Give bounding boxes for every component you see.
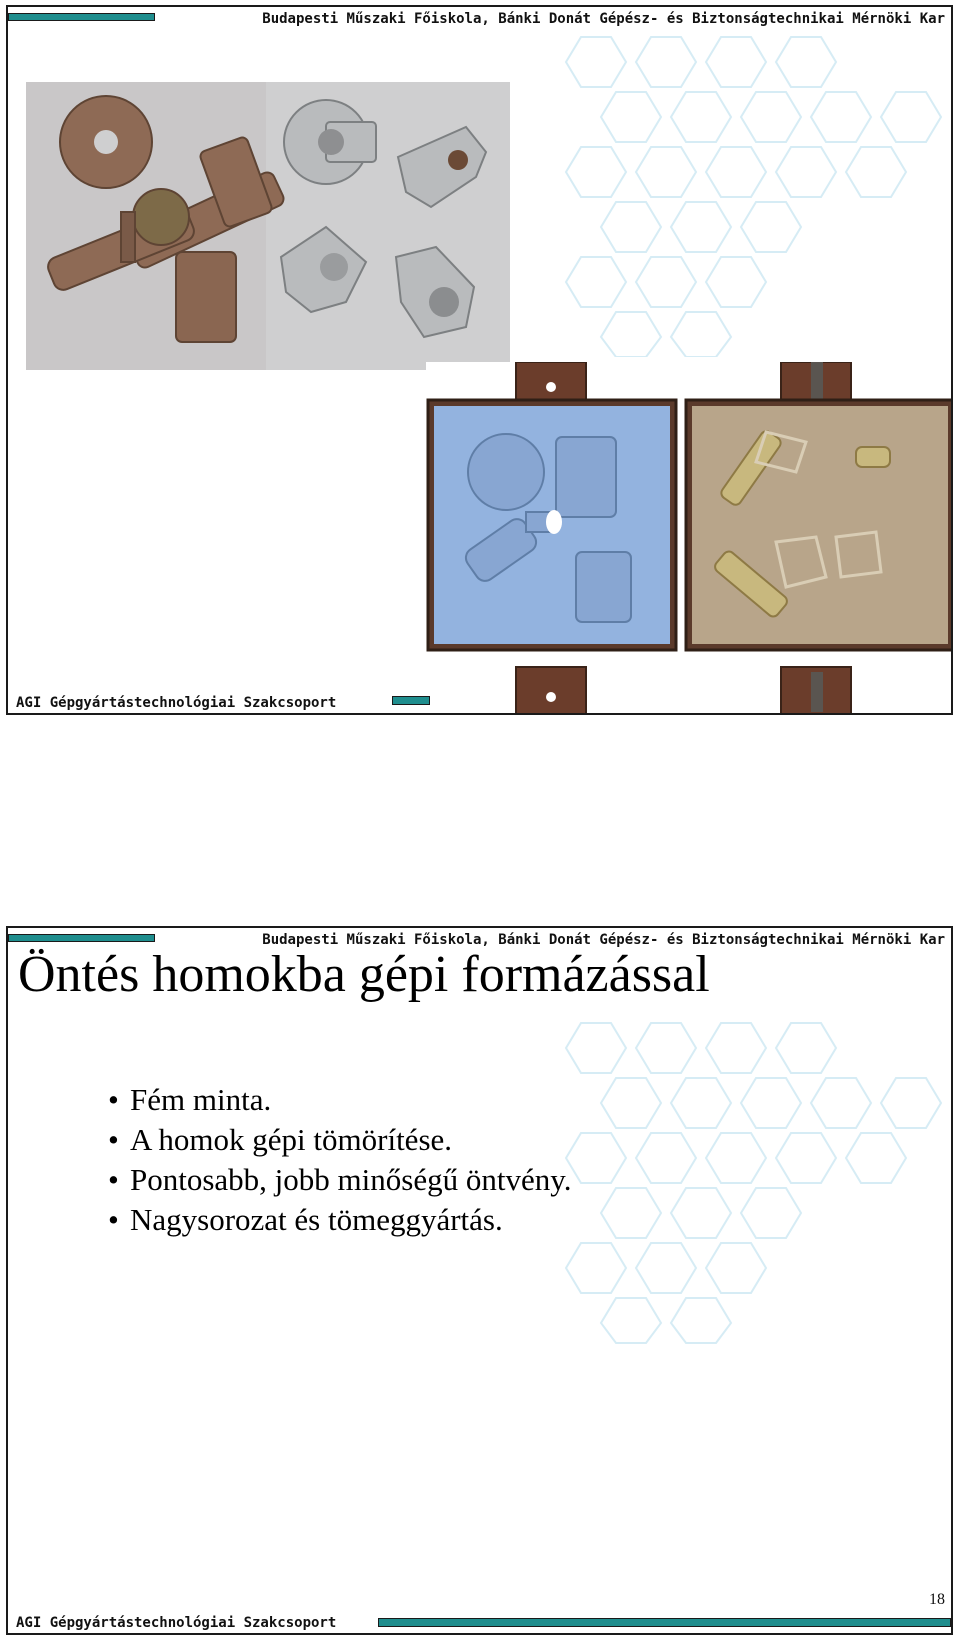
molding-flasks-photo: [426, 362, 953, 715]
hexagon-background-pattern: [551, 968, 951, 1388]
footer-accent-bar: [392, 696, 430, 705]
page-number: 18: [929, 1591, 945, 1608]
header-institution-text: Budapesti Műszaki Főiskola, Bánki Donát Gépész- és Biztonságtechnikai Mérnöki Kar: [262, 11, 945, 27]
hexagon-background-pattern: [551, 27, 951, 357]
header-accent-bar: [8, 13, 155, 21]
slide-title: Öntés homokba gépi formázással: [18, 946, 710, 1003]
bullet-item: • A homok gépi tömörítése.: [108, 1120, 571, 1160]
header-accent-bar: [8, 934, 155, 942]
bullet-list: [108, 1080, 571, 1240]
metal-patterns-photo: [26, 82, 510, 370]
footer-accent-bar: [378, 1618, 951, 1627]
footer-group-text: AGI Gépgyártástechnológiai Szakcsoport: [16, 1615, 337, 1631]
bullet-item: • Fém minta.: [108, 1080, 571, 1120]
bullet-item: • Nagysorozat és tömeggyártás.: [108, 1200, 571, 1240]
footer-group-text: AGI Gépgyártástechnológiai Szakcsoport: [16, 695, 337, 711]
bullet-item: • Pontosabb, jobb minőségű öntvény.: [108, 1160, 571, 1200]
slide-1: [6, 5, 953, 715]
slide-2: [6, 926, 953, 1635]
header-institution-text: Budapesti Műszaki Főiskola, Bánki Donát Gépész- és Biztonságtechnikai Mérnöki Kar: [262, 932, 945, 948]
